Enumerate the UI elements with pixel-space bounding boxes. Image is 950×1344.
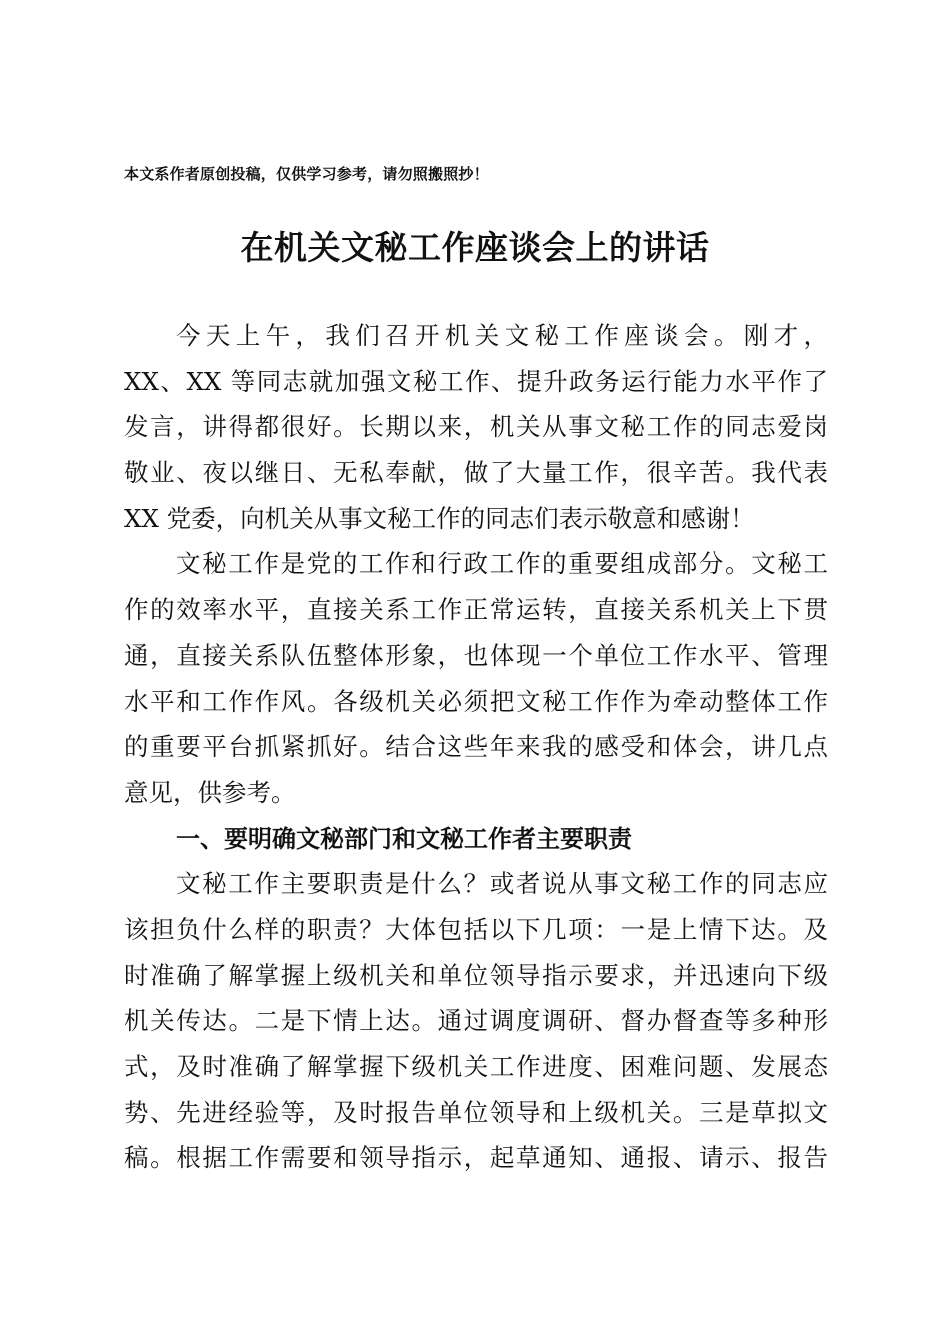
text-line: XX 党委，向机关从事文秘工作的同志们表示敬意和感谢！ [124, 503, 755, 533]
text-line: XX、XX 等同志就加强文秘工作、提升政务运行能力水平作了 [124, 366, 828, 396]
document-title: 在机关文秘工作座谈会上的讲话 [240, 228, 710, 267]
text-line: 文秘工作是党的工作和行政工作的重要组成部分。文秘工 [176, 549, 828, 579]
text-line: 意见，供参考。 [124, 777, 296, 807]
paragraph-importance [124, 545, 828, 819]
text-line: 发言，讲得都很好。长期以来，机关从事文秘工作的同志爱岗 [124, 412, 828, 442]
text-line: 的重要平台抓紧抓好。结合这些年来我的感受和体会，讲几点 [124, 732, 828, 762]
text-line: 该担负什么样的职责？大体包括以下几项：一是上情下达。及 [124, 914, 828, 944]
text-line: 稿。根据工作需要和领导指示，起草通知、通报、请示、报告 [124, 1143, 828, 1173]
text-line: 式，及时准确了解掌握下级机关工作进度、困难问题、发展态 [124, 1052, 828, 1081]
text-line: 今天上午，我们召开机关文秘工作座谈会。刚才， [176, 321, 828, 350]
paragraph-duties [124, 865, 828, 1185]
paragraph-opening [124, 317, 828, 545]
section-heading: 一、要明确文秘部门和文秘工作者主要职责 [176, 824, 632, 853]
copyright-notice: 本文系作者原创投稿，仅供学习参考，请勿照搬照抄！ [124, 165, 489, 183]
document-body [124, 317, 828, 1185]
text-line: 敬业、夜以继日、无私奉献，做了大量工作，很辛苦。我代表 [124, 458, 828, 488]
text-line: 机关传达。二是下情上达。通过调度调研、督办督查等多种形 [124, 1006, 828, 1036]
text-line: 势、先进经验等，及时报告单位领导和上级机关。三是草拟文 [124, 1097, 828, 1127]
text-line: 水平和工作作风。各级机关必须把文秘工作作为牵动整体工作 [124, 686, 828, 716]
text-line: 文秘工作主要职责是什么？或者说从事文秘工作的同志应 [176, 869, 828, 899]
text-line: 作的效率水平，直接关系工作正常运转，直接关系机关上下贯 [124, 595, 828, 625]
text-line: 通，直接关系队伍整体形象，也体现一个单位工作水平、管理 [124, 640, 828, 670]
text-line: 时准确了解掌握上级机关和单位领导指示要求，并迅速向下级 [124, 960, 828, 990]
